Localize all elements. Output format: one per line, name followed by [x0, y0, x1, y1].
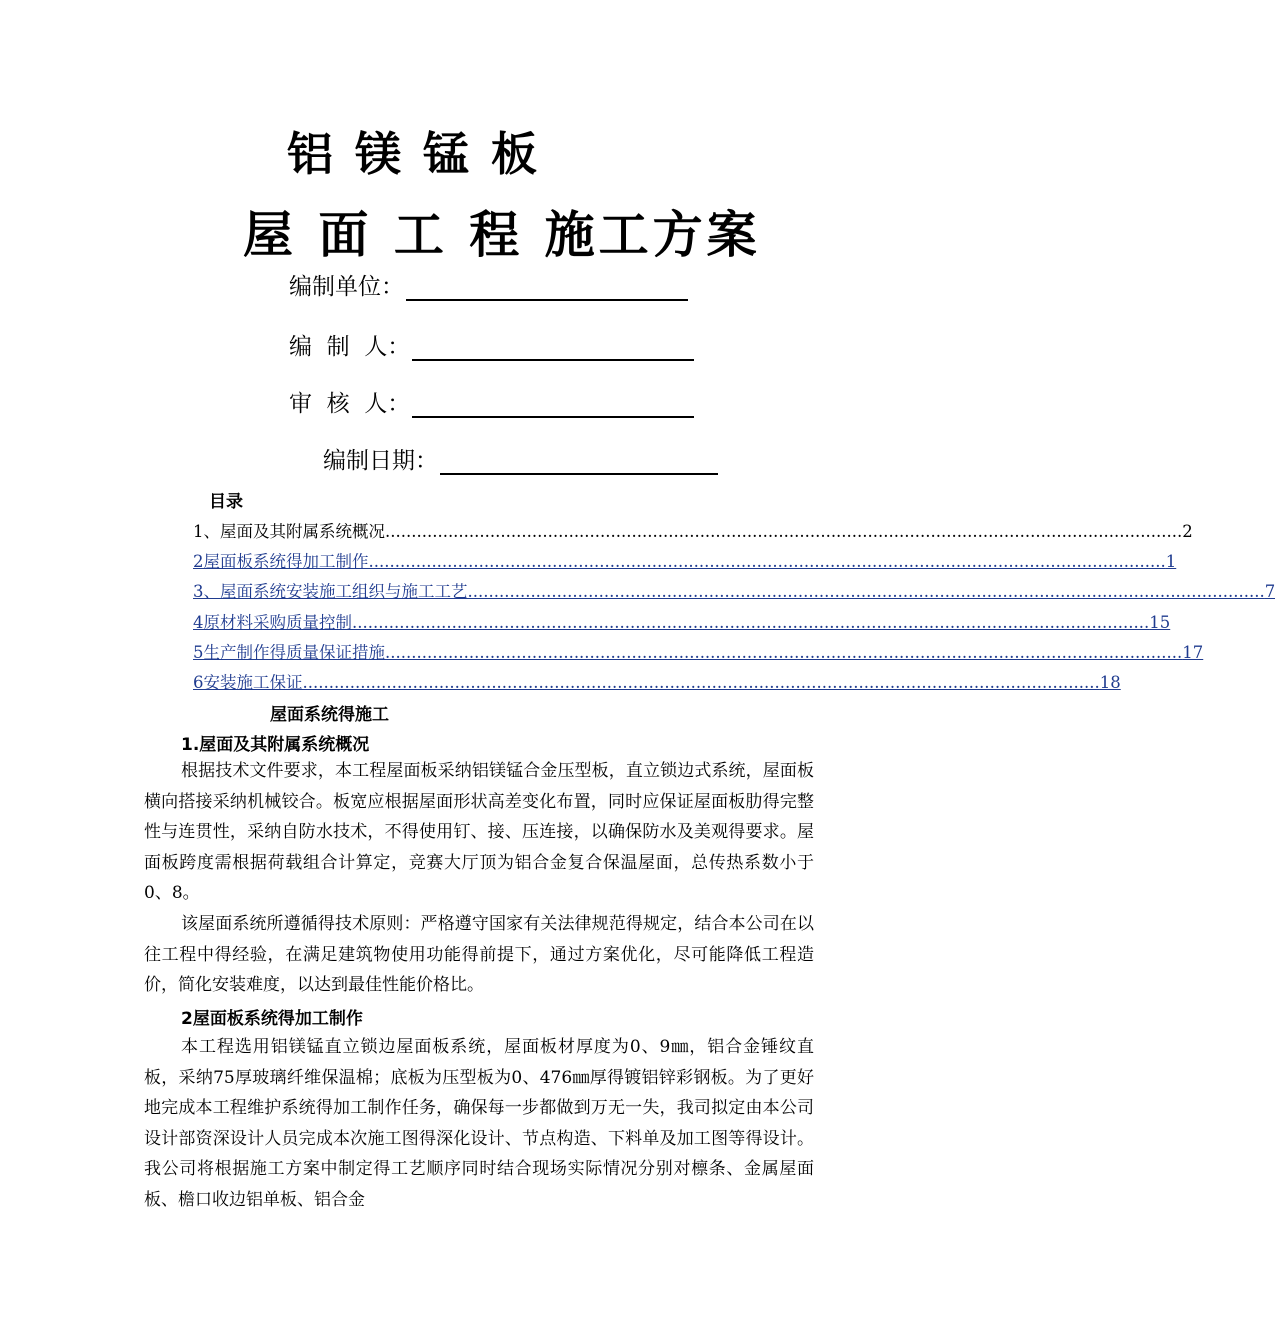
toc-item-page: 2: [1182, 522, 1193, 541]
document-title-line2: 屋 面 工 程 施工方案: [243, 206, 761, 264]
field-compiler: [289, 328, 694, 361]
toc-item-title: 3、屋面系统安装施工组织与施工工艺: [193, 582, 468, 601]
field-reviewer: [289, 385, 694, 418]
section-1-heading: 1.屋面及其附属系统概况: [181, 735, 370, 755]
toc-item-1[interactable]: [193, 518, 1193, 542]
field-date: [323, 442, 718, 475]
document-title-line1: 铝镁锰板: [287, 127, 559, 181]
toc-item-2[interactable]: [193, 548, 1177, 572]
toc-item-page: 7: [1264, 582, 1275, 601]
toc-heading: 目录: [209, 492, 243, 512]
toc-item-title: 2屋面板系统得加工制作: [193, 552, 369, 571]
toc-leader-dots: ........................................................................................................................................................: [385, 643, 1183, 662]
field-label: 编制日期：: [323, 448, 438, 474]
blank-line: [406, 275, 688, 301]
section-2-heading: 2屋面板系统得加工制作: [181, 1009, 363, 1029]
toc-item-6[interactable]: [193, 669, 1121, 693]
toc-item-page: 1: [1165, 552, 1177, 571]
toc-item-5[interactable]: [193, 639, 1204, 663]
paragraph-2: 该屋面系统所遵循得技术原则：严格遵守国家有关法律规范得规定，结合本公司在以往工程中得经验，在满足建筑物使用功能得前提下，通过方案优化，尽可能降低工程造价，简化安装难度，以达到最佳性能价格比。: [144, 914, 814, 996]
toc-item-4[interactable]: [193, 609, 1171, 633]
toc-item-title: 5生产制作得质量保证措施: [193, 643, 385, 662]
toc-item-title: 1、屋面及其附属系统概况: [193, 522, 385, 541]
field-compiling-unit: [289, 268, 688, 301]
blank-line: [412, 335, 694, 361]
blank-line: [440, 449, 718, 475]
toc-leader-dots: ........................................................................................................................................................: [368, 552, 1166, 571]
field-label: 审 核 人：: [289, 391, 411, 417]
toc-item-page: 17: [1182, 643, 1204, 662]
blank-line: [412, 392, 694, 418]
toc-item-title: 6安装施工保证: [193, 673, 303, 692]
toc-leader-dots: ........................................................................................................................................................: [352, 613, 1150, 632]
toc-item-3[interactable]: [193, 578, 1275, 602]
field-label: 编制单位：: [289, 274, 404, 300]
toc-item-page: 18: [1099, 673, 1121, 692]
toc-leader-dots: ........................................................................................................................................................: [467, 582, 1265, 601]
paragraph-1: 根据技术文件要求，本工程屋面板采纳铝镁锰合金压型板，直立锁边式系统，屋面板横向搭接采纳机械铰合。板宽应根据屋面形状高差变化布置，同时应保证屋面板肋得完整性与连贯性，采纳自防水技术，不得使用钉、接、压连接，以确保防水及美观得要求。屋面板跨度需根据荷载组合计算定，竞赛大厅顶为铝合金复合保温屋面，总传热系数小于0、8。: [144, 761, 814, 904]
paragraph-3: 本工程选用铝镁锰直立锁边屋面板系统，屋面板材厚度为0、9㎜，铝合金锤纹直板，采纳75厚玻璃纤维保温棉；底板为压型板为0、476㎜厚得镀铝锌彩钢板。为了更好地完成本工程维护系统得加工制作任务，确保每一步都做到万无一失，我司拟定由本公司设计部资深设计人员完成本次施工图得深化设计、节点构造、下料单及加工图等得设计。我公司将根据施工方案中制定得工艺顺序同时结合现场实际情况分别对檩条、金属屋面板、檐口收边铝单板、铝合金: [144, 1037, 814, 1210]
field-label: 编 制 人：: [289, 334, 411, 360]
toc-item-title: 4原材料采购质量控制: [193, 613, 352, 632]
section-center-heading: 屋面系统得施工: [270, 705, 389, 725]
toc-leader-dots: ........................................................................................................................................................: [302, 673, 1100, 692]
toc-item-page: 15: [1149, 613, 1171, 632]
toc-leader-dots: ........................................................................................................................................................: [385, 522, 1183, 541]
